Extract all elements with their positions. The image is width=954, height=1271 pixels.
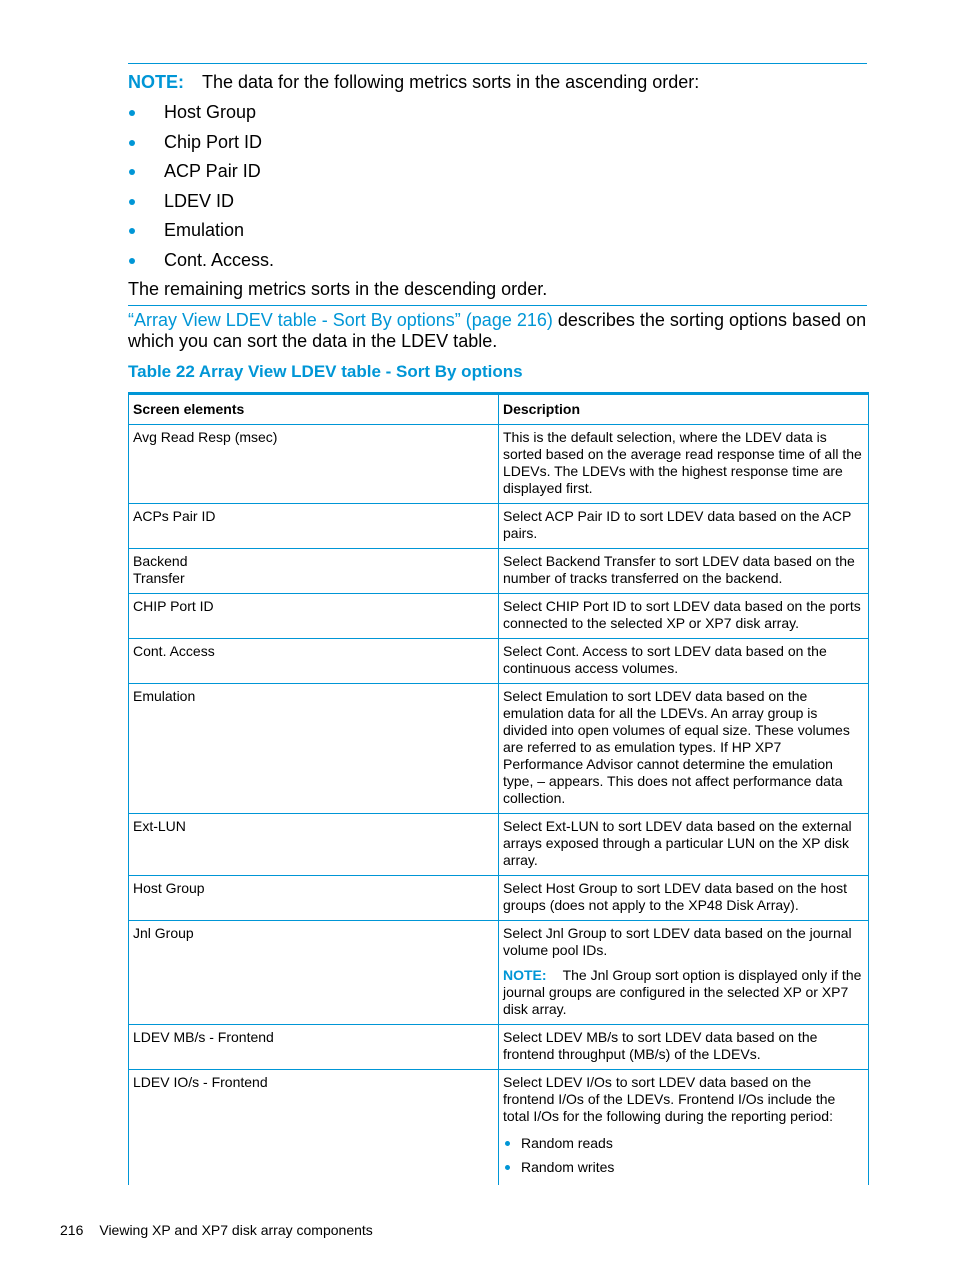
list-item: Chip Port ID bbox=[128, 128, 867, 158]
list-item: Random reads bbox=[503, 1131, 863, 1155]
column-header-screen-elements: Screen elements bbox=[129, 394, 499, 425]
note-text: The data for the following metrics sorts in the ascending order: bbox=[202, 72, 700, 92]
description-text: Select LDEV I/Os to sort LDEV data based on the frontend I/Os of the LDEVs. Frontend I/Os include the total I/Os for the following during the reporting period: bbox=[503, 1074, 836, 1124]
screen-element-cell: Host Group bbox=[129, 876, 499, 921]
screen-element-cell: Backend Transfer bbox=[129, 549, 499, 594]
intro-text: describes the sorting options based on which you can sort the data in the LDEV table. bbox=[128, 310, 867, 351]
table-row bbox=[129, 684, 869, 814]
bullet-icon bbox=[129, 169, 135, 175]
list-item: Emulation bbox=[128, 216, 867, 246]
table-row bbox=[129, 1025, 869, 1070]
bullet-icon bbox=[129, 199, 135, 205]
bullet-icon bbox=[129, 228, 135, 234]
table-cross-reference-link[interactable]: “Array View LDEV table - Sort By options” (page 216) bbox=[128, 310, 553, 330]
table-header-row bbox=[129, 394, 869, 425]
inline-note bbox=[503, 967, 863, 1018]
screen-element-cell: Emulation bbox=[129, 684, 499, 814]
sort-options-table bbox=[128, 392, 869, 1185]
list-item: Random writes bbox=[503, 1155, 863, 1179]
note-text: The Jnl Group sort option is displayed only if the journal groups are configured in the selected XP or XP7 disk array. bbox=[503, 967, 862, 1017]
bullet-icon bbox=[129, 258, 135, 264]
table-row bbox=[129, 594, 869, 639]
list-item: Cont. Access. bbox=[128, 246, 867, 276]
bullet-icon bbox=[129, 110, 135, 116]
page-footer bbox=[60, 1222, 373, 1238]
bullet-icon bbox=[505, 1141, 510, 1146]
table-row bbox=[129, 876, 869, 921]
ascending-metrics-list bbox=[128, 98, 867, 275]
description-cell: Select CHIP Port ID to sort LDEV data based on the ports connected to the selected XP or XP7 disk array. bbox=[499, 594, 869, 639]
note-line bbox=[128, 70, 867, 94]
description-cell: Select LDEV MB/s to sort LDEV data based on the frontend throughput (MB/s) of the LDEVs. bbox=[499, 1025, 869, 1070]
column-header-description: Description bbox=[499, 394, 869, 425]
intro-paragraph bbox=[128, 310, 868, 352]
remaining-metrics-text: The remaining metrics sorts in the descending order. bbox=[128, 277, 867, 306]
table-row bbox=[129, 504, 869, 549]
note-label: NOTE: bbox=[128, 72, 184, 92]
description-text: Select Jnl Group to sort LDEV data based on the journal volume pool IDs. bbox=[503, 925, 852, 958]
list-item: Host Group bbox=[128, 98, 867, 128]
table-row bbox=[129, 425, 869, 504]
table-row bbox=[129, 921, 869, 1025]
table-caption: Table 22 Array View LDEV table - Sort By options bbox=[128, 362, 523, 381]
list-item: LDEV ID bbox=[128, 187, 867, 217]
description-cell: Select Cont. Access to sort LDEV data based on the continuous access volumes. bbox=[499, 639, 869, 684]
screen-element-cell: Jnl Group bbox=[129, 921, 499, 1025]
list-item: ACP Pair ID bbox=[128, 157, 867, 187]
screen-element-cell: ACPs Pair ID bbox=[129, 504, 499, 549]
screen-element-cell: Cont. Access bbox=[129, 639, 499, 684]
note-label: NOTE: bbox=[503, 967, 547, 983]
description-cell: Select Host Group to sort LDEV data based on the host groups (does not apply to the XP48 Disk Array). bbox=[499, 876, 869, 921]
table-row bbox=[129, 814, 869, 876]
screen-element-cell: Avg Read Resp (msec) bbox=[129, 425, 499, 504]
description-cell: Select Emulation to sort LDEV data based on the emulation data for all the LDEVs. An array group is divided into open volumes of equal size. These volumes are referred to as emulation types. If HP XP7 Performance Advisor cannot determine the emulation type, – appears. This does not affect performance data collection. bbox=[499, 684, 869, 814]
bullet-icon bbox=[129, 140, 135, 146]
table-row bbox=[129, 1070, 869, 1186]
page-number: 216 bbox=[60, 1222, 84, 1238]
note-block bbox=[128, 63, 867, 306]
table-row bbox=[129, 639, 869, 684]
screen-element-cell: CHIP Port ID bbox=[129, 594, 499, 639]
screen-element-cell: LDEV MB/s - Frontend bbox=[129, 1025, 499, 1070]
description-cell: This is the default selection, where the LDEV data is sorted based on the average read response time of all the LDEVs. The LDEVs with the highest response time are displayed first. bbox=[499, 425, 869, 504]
description-cell: Select Backend Transfer to sort LDEV data based on the number of tracks transferred on the backend. bbox=[499, 549, 869, 594]
screen-element-cell: LDEV IO/s - Frontend bbox=[129, 1070, 499, 1186]
table-row bbox=[129, 549, 869, 594]
bullet-icon bbox=[505, 1165, 510, 1170]
description-cell: Select Ext-LUN to sort LDEV data based on the external arrays exposed through a particular LUN on the XP disk array. bbox=[499, 814, 869, 876]
frontend-io-list bbox=[503, 1131, 863, 1179]
screen-element-cell: Ext-LUN bbox=[129, 814, 499, 876]
description-cell bbox=[499, 1070, 869, 1186]
description-cell: Select ACP Pair ID to sort LDEV data based on the ACP pairs. bbox=[499, 504, 869, 549]
description-cell bbox=[499, 921, 869, 1025]
footer-section-title: Viewing XP and XP7 disk array components bbox=[99, 1222, 373, 1238]
